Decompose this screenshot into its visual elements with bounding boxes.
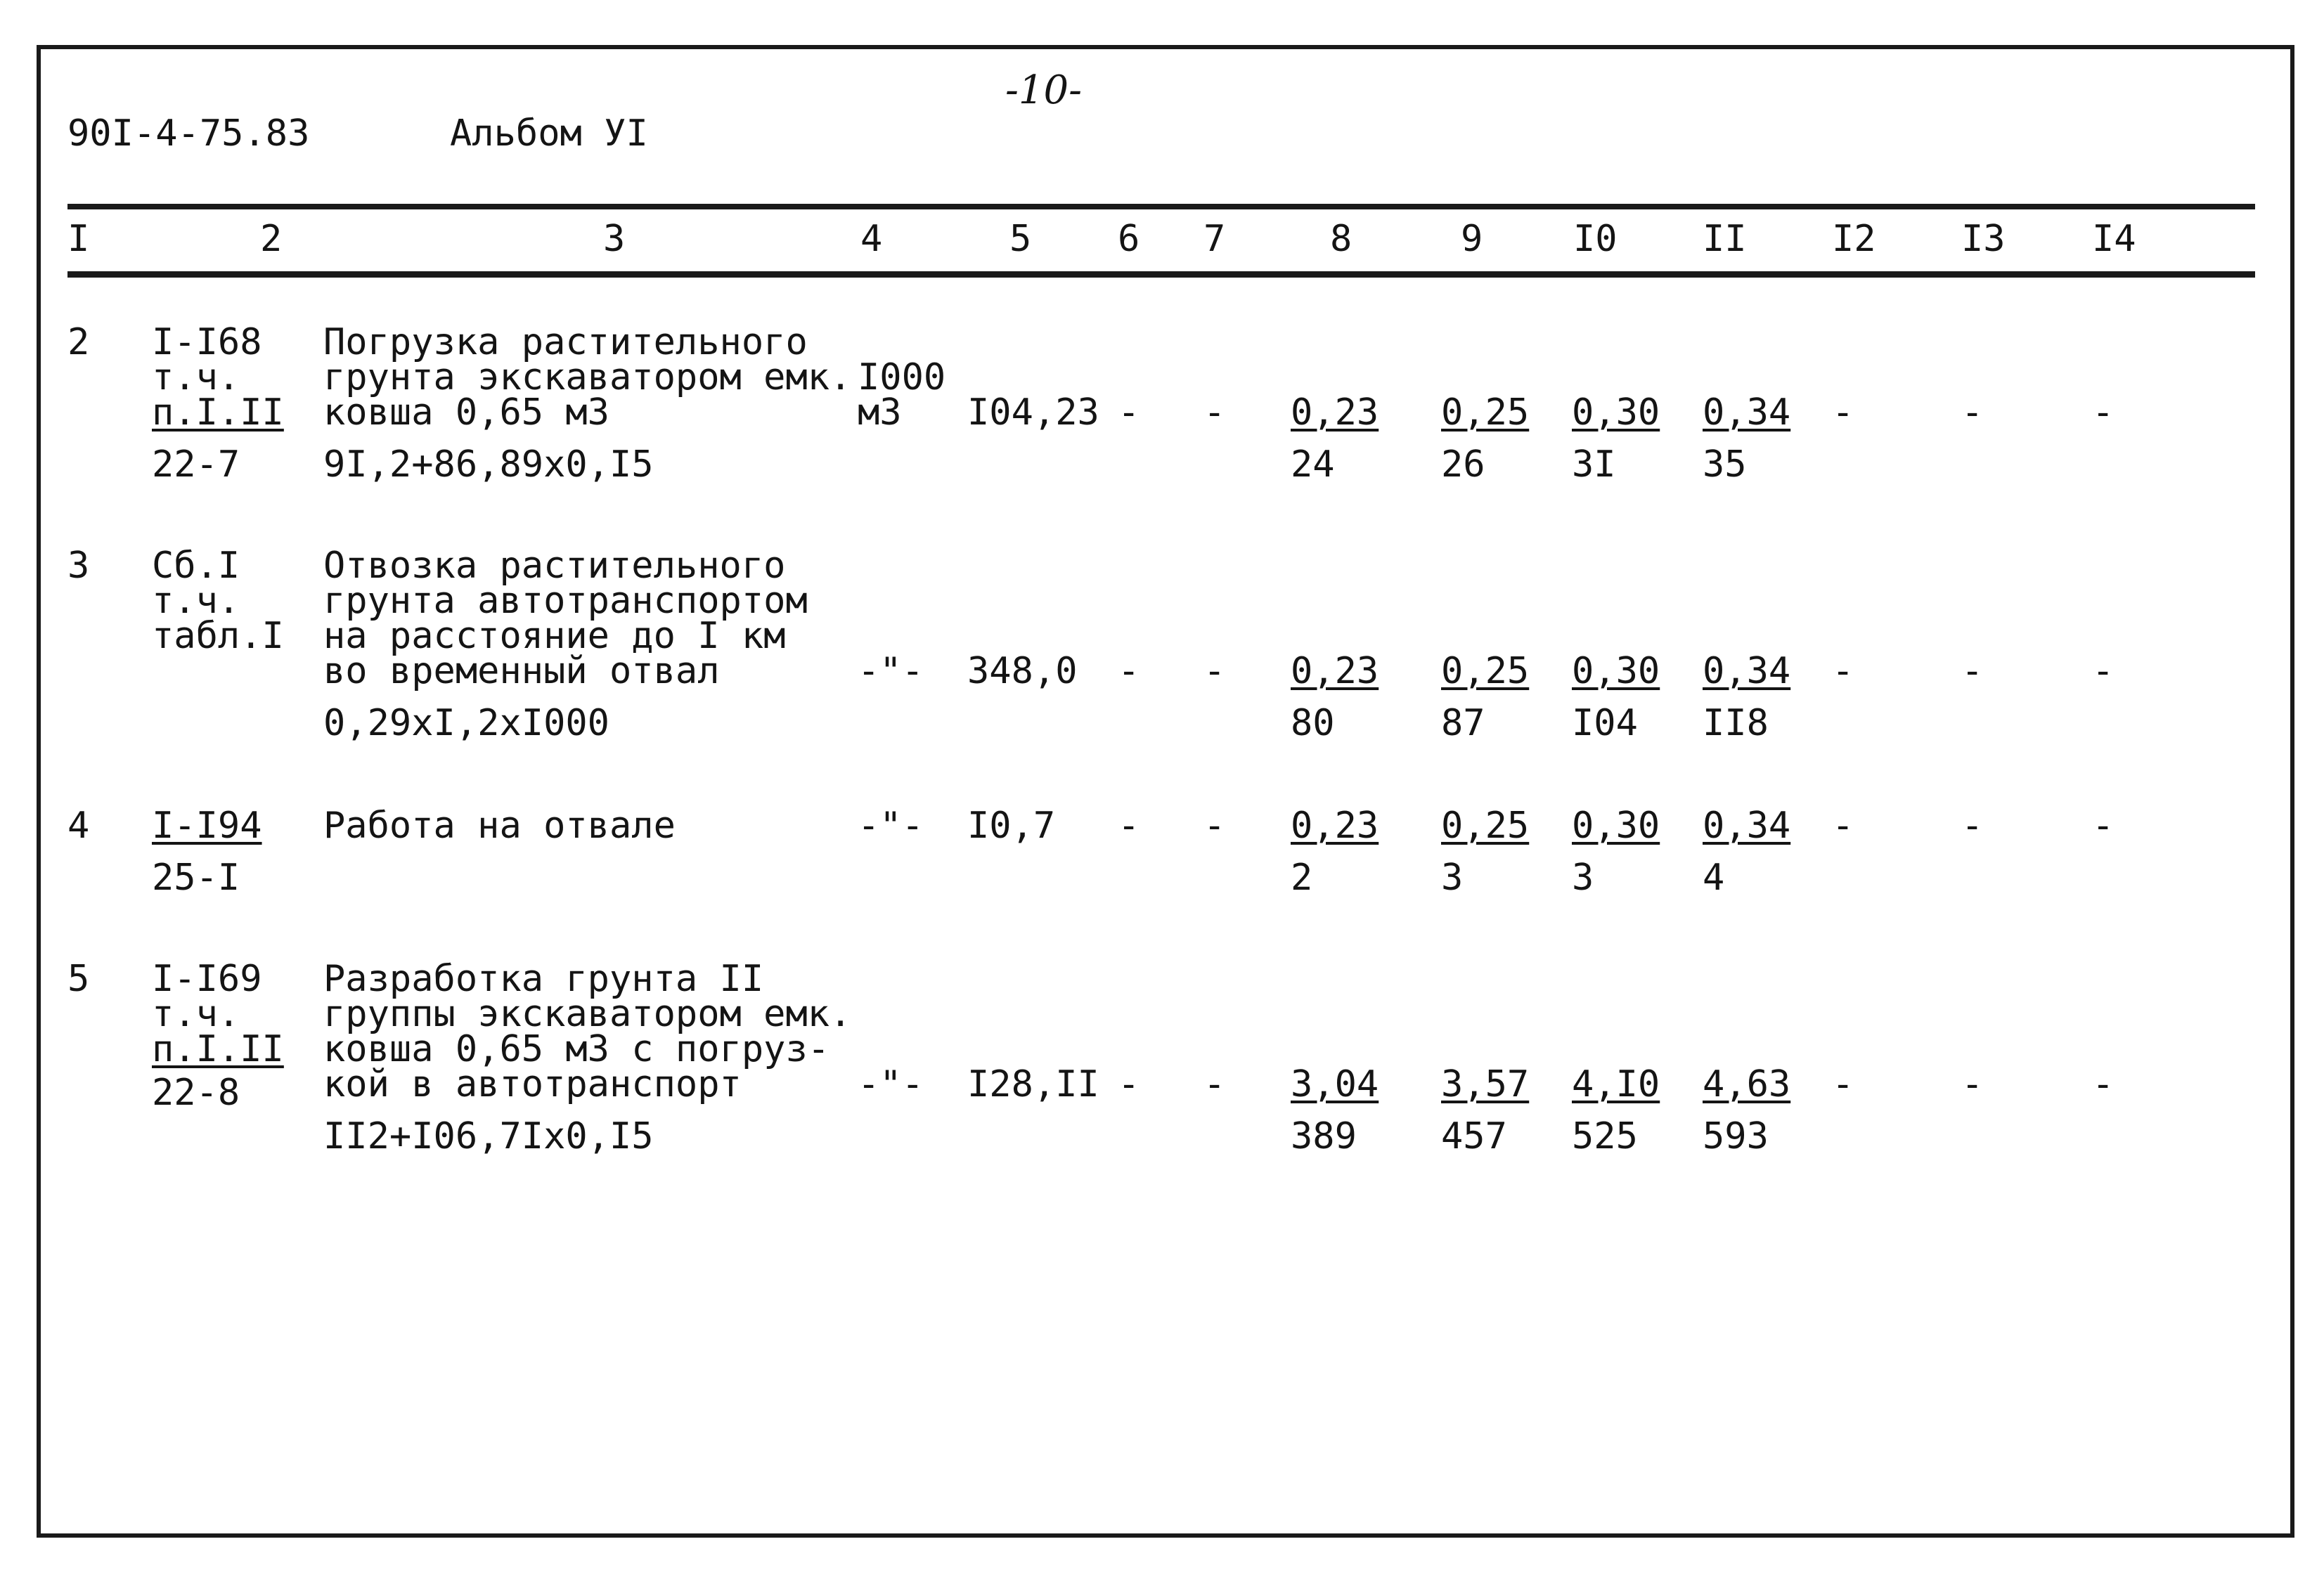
row-col12: -	[1832, 391, 1854, 434]
row-number: 3	[67, 545, 90, 587]
row-col11-rate: 0,34	[1703, 805, 1791, 847]
col-header-7: 7	[1203, 218, 1226, 260]
row-reference-norm: 22-7	[152, 443, 240, 486]
header-rule-bottom	[67, 271, 2255, 278]
row-formula: 9I,2+86,89x0,I5	[323, 443, 654, 486]
row-reference-norm: 25-I	[152, 857, 240, 899]
row-quantity: I0,7	[967, 805, 1056, 847]
row-col8-total: 80	[1291, 702, 1335, 744]
row-col10-total: 3I	[1572, 443, 1616, 486]
row-col14: -	[2092, 650, 2115, 692]
row-col10-rate: 0,30	[1572, 391, 1660, 434]
row-col9-total: 26	[1441, 443, 1485, 486]
row-col9-rate: 3,57	[1441, 1063, 1530, 1105]
header-rule-top	[67, 204, 2255, 209]
col-header-5: 5	[1009, 218, 1032, 260]
row-col10-rate: 0,30	[1572, 805, 1660, 847]
row-col11-total: 593	[1703, 1115, 1769, 1157]
row-col9-total: 87	[1441, 702, 1485, 744]
row-col9-rate: 0,25	[1441, 805, 1530, 847]
album-label: Альбом УI	[450, 112, 648, 155]
row-quantity: I28,II	[967, 1063, 1099, 1105]
col-header-1: I	[67, 218, 90, 260]
row-col11-total: II8	[1703, 702, 1769, 744]
row-unit: -"-	[858, 805, 924, 847]
row-number: 2	[67, 321, 90, 363]
page-number: -10-	[1005, 67, 1083, 113]
row-unit: -"-	[858, 1063, 924, 1105]
row-reference: I-I68 т.ч.	[152, 321, 262, 398]
row-col10-rate: 4,I0	[1572, 1063, 1660, 1105]
document-code: 90I-4-75.83	[67, 112, 310, 155]
row-description: Разработка грунта II группы экскаватором емк. ковша 0,65 м3 с погруз- кой в автотранспорт	[323, 958, 852, 1105]
row-number: 5	[67, 958, 90, 1000]
row-col12: -	[1832, 1063, 1854, 1105]
col-header-14: I4	[2092, 218, 2136, 260]
col-header-11: II	[1703, 218, 1747, 260]
row-col14: -	[2092, 1063, 2115, 1105]
row-col11-total: 35	[1703, 443, 1747, 486]
page-frame	[37, 45, 2294, 1538]
col-header-10: I0	[1573, 218, 1618, 260]
row-col10-rate: 0,30	[1572, 650, 1660, 692]
col-header-4: 4	[860, 218, 883, 260]
row-col13: -	[1961, 1063, 1984, 1105]
row-unit: I000 м3	[858, 356, 946, 434]
row-col9-rate: 0,25	[1441, 391, 1530, 434]
row-col12: -	[1832, 650, 1854, 692]
row-col13: -	[1961, 805, 1984, 847]
row-description: Погрузка растительного грунта экскаватором емк. ковша 0,65 м3	[323, 321, 852, 434]
row-col8-rate: 0,23	[1291, 805, 1379, 847]
row-formula: 0,29xI,2xI000	[323, 702, 609, 744]
row-col10-total: I04	[1572, 702, 1638, 744]
col-header-6: 6	[1118, 218, 1140, 260]
row-col9-total: 3	[1441, 857, 1464, 899]
row-col11-rate: 0,34	[1703, 650, 1791, 692]
row-number: 4	[67, 805, 90, 847]
row-col6: -	[1118, 1063, 1140, 1105]
row-col8-total: 389	[1291, 1115, 1357, 1157]
row-reference-norm: 22-8	[152, 1072, 240, 1114]
row-quantity: I04,23	[967, 391, 1099, 434]
col-header-2: 2	[260, 218, 283, 260]
row-col6: -	[1118, 391, 1140, 434]
row-col13: -	[1961, 391, 1984, 434]
col-header-8: 8	[1330, 218, 1353, 260]
row-reference: Сб.I т.ч. табл.I	[152, 545, 284, 657]
row-col14: -	[2092, 805, 2115, 847]
row-reference-clause: п.I.II	[152, 391, 284, 434]
row-col8-total: 2	[1291, 857, 1313, 899]
row-col6: -	[1118, 805, 1140, 847]
row-col6: -	[1118, 650, 1140, 692]
row-col11-rate: 4,63	[1703, 1063, 1791, 1105]
row-col10-total: 3	[1572, 857, 1594, 899]
row-col8-rate: 0,23	[1291, 391, 1379, 434]
row-col8-rate: 0,23	[1291, 650, 1379, 692]
col-header-9: 9	[1461, 218, 1483, 260]
row-formula: II2+I06,7Ix0,I5	[323, 1115, 654, 1157]
row-description: Отвозка растительного грунта автотранспортом на расстояние до I км во временный отвал	[323, 545, 808, 692]
row-reference-clause: I-I94	[152, 805, 262, 847]
row-col9-total: 457	[1441, 1115, 1507, 1157]
row-unit: -"-	[858, 650, 924, 692]
col-header-12: I2	[1832, 218, 1876, 260]
row-reference-clause: п.I.II	[152, 1028, 284, 1070]
row-reference: I-I69 т.ч.	[152, 958, 262, 1035]
row-col11-rate: 0,34	[1703, 391, 1791, 434]
row-col7: -	[1203, 1063, 1226, 1105]
row-col14: -	[2092, 391, 2115, 434]
row-col11-total: 4	[1703, 857, 1725, 899]
col-header-13: I3	[1961, 218, 2006, 260]
row-col10-total: 525	[1572, 1115, 1638, 1157]
row-col12: -	[1832, 805, 1854, 847]
row-description: Работа на отвале	[323, 805, 676, 847]
row-col8-total: 24	[1291, 443, 1335, 486]
row-col7: -	[1203, 391, 1226, 434]
row-col13: -	[1961, 650, 1984, 692]
row-col7: -	[1203, 650, 1226, 692]
row-col8-rate: 3,04	[1291, 1063, 1379, 1105]
row-quantity: 348,0	[967, 650, 1078, 692]
col-header-3: 3	[603, 218, 626, 260]
row-col7: -	[1203, 805, 1226, 847]
row-col9-rate: 0,25	[1441, 650, 1530, 692]
